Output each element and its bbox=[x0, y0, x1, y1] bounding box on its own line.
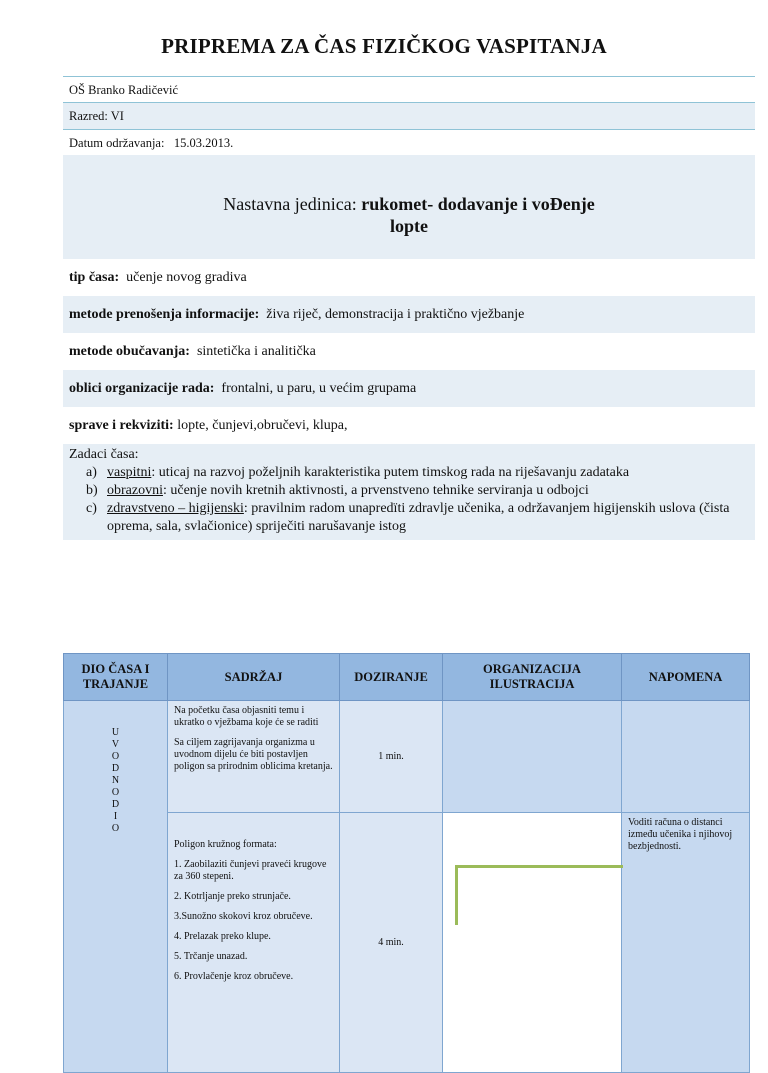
polygon-diagram-line bbox=[455, 865, 623, 868]
lesson-label: Nastavna jedinica: bbox=[223, 194, 357, 214]
task-item bbox=[69, 464, 749, 482]
tasks-list bbox=[69, 464, 749, 536]
lesson-unit bbox=[63, 193, 755, 237]
part-letter: O bbox=[111, 823, 120, 834]
header-dosage: DOZIRANJE bbox=[340, 654, 443, 701]
part-letter: I bbox=[113, 811, 118, 822]
polygon-diagram-line bbox=[455, 865, 458, 925]
task-marker: a) bbox=[86, 465, 97, 480]
task-item bbox=[69, 482, 749, 500]
dosage-cell: 1 min. bbox=[340, 701, 443, 813]
task-name: zdravstveno – higijenski bbox=[107, 501, 244, 516]
field-label: tip časa: bbox=[69, 270, 120, 285]
field-value: živa riječ, demonstracija i praktično vježbanje bbox=[266, 307, 525, 322]
task-name: vaspitni bbox=[107, 465, 152, 480]
header-content: SADRŽAJ bbox=[168, 654, 340, 701]
field-lesson-type bbox=[63, 259, 755, 296]
table-row bbox=[64, 701, 750, 813]
task-marker: c) bbox=[86, 501, 97, 516]
header-note: NAPOMENA bbox=[622, 654, 750, 701]
content-text: 3.Sunožno skokovi kroz obručeve. bbox=[174, 911, 313, 922]
dosage-cell: 4 min. bbox=[340, 813, 443, 1073]
date-label: Datum održavanja: bbox=[69, 136, 165, 150]
header-organization: ORGANIZACIJA ILUSTRACIJA bbox=[443, 654, 622, 701]
field-label: metode obučavanja: bbox=[69, 344, 190, 359]
task-marker: b) bbox=[86, 483, 98, 498]
header-part-duration: DIO ČASA I TRAJANJE bbox=[64, 654, 168, 701]
part-letter: O bbox=[111, 787, 120, 798]
part-letter: D bbox=[111, 799, 120, 810]
lesson-row bbox=[63, 155, 755, 259]
field-label: metode prenošenja informacije: bbox=[69, 307, 260, 322]
field-label: sprave i rekviziti: bbox=[69, 418, 174, 433]
tasks-heading: Zadaci časa: bbox=[69, 447, 139, 462]
school-row bbox=[63, 76, 755, 102]
part-label-cell bbox=[64, 701, 168, 1073]
field-organization-forms bbox=[63, 370, 755, 407]
content-cell bbox=[168, 701, 340, 813]
task-text: : učenje novih kretnih aktivnosti, a prvenstveno tehnike serviranja u odbojci bbox=[162, 483, 589, 498]
part-letter: D bbox=[111, 763, 120, 774]
content-text: Poligon kružnog formata: bbox=[174, 839, 277, 850]
task-name: obrazovni bbox=[107, 483, 163, 498]
content-text: 4. Prelazak preko klupe. bbox=[174, 931, 271, 942]
lesson-tasks bbox=[63, 444, 755, 540]
grade-row bbox=[63, 102, 755, 129]
content-text: 2. Kotrljanje preko strunjače. bbox=[174, 891, 291, 902]
field-value: lopte, čunjevi,obručevi, klupa, bbox=[177, 418, 348, 433]
task-text: : pravilnim radom unapredïti zdravlje učenika, a održavanjem higijenskih uslova (čista oprema, sala, svlačionice) spriječiti narušavanje istog bbox=[107, 501, 730, 534]
part-letter: U bbox=[111, 727, 120, 738]
lesson-topic-line2: lopte bbox=[390, 216, 428, 236]
date-row bbox=[63, 129, 755, 155]
field-info-methods bbox=[63, 296, 755, 333]
part-letter: N bbox=[111, 775, 120, 786]
grade-value: Razred: VI bbox=[69, 109, 124, 123]
school-name: OŠ Branko Radičević bbox=[69, 83, 179, 97]
organization-illustration-cell bbox=[443, 813, 622, 1073]
content-text: Na početku časa objasniti temu i ukratko o vježbama koje će se raditi bbox=[174, 705, 319, 728]
note-cell bbox=[622, 701, 750, 813]
content-cell bbox=[168, 813, 340, 1073]
field-value: učenje novog gradiva bbox=[126, 270, 247, 285]
content-text: 1. Zaobilaziti čunjevi praveći krugove za 360 stepeni. bbox=[174, 859, 327, 882]
part-letter: V bbox=[111, 739, 120, 750]
organization-cell bbox=[443, 701, 622, 813]
note-cell: Voditi računa o distanci između učenika i njihovoj bezbjednosti. bbox=[622, 813, 750, 1073]
task-text: : uticaj na razvoj poželjnih karakteristika putem timskog rada na riješavanju zadataka bbox=[151, 465, 630, 480]
lesson-topic-line1: rukomet- dodavanje i voĐenje bbox=[361, 194, 595, 214]
field-training-methods bbox=[63, 333, 755, 370]
content-text: 5. Trčanje unazad. bbox=[174, 951, 248, 962]
field-label: oblici organizacije rada: bbox=[69, 381, 215, 396]
content-text: Sa ciljem zagrijavanja organizma u uvodnom dijelu će biti postavljen poligon sa prirodnim oblicima kretanja. bbox=[174, 737, 333, 772]
part-letter: O bbox=[111, 751, 120, 762]
content-text: 6. Provlačenje kroz obručeve. bbox=[174, 971, 294, 982]
table-header-row bbox=[64, 654, 750, 701]
document-title: PRIPREMA ZA ČAS FIZIČKOG VASPITANJA bbox=[161, 34, 607, 58]
lesson-plan-table bbox=[63, 653, 750, 1073]
field-equipment bbox=[63, 407, 755, 444]
date-value: 15.03.2013. bbox=[173, 136, 234, 150]
field-value: frontalni, u paru, u većim grupama bbox=[221, 381, 417, 396]
task-item bbox=[69, 500, 749, 536]
field-value: sintetička i analitička bbox=[196, 344, 316, 359]
